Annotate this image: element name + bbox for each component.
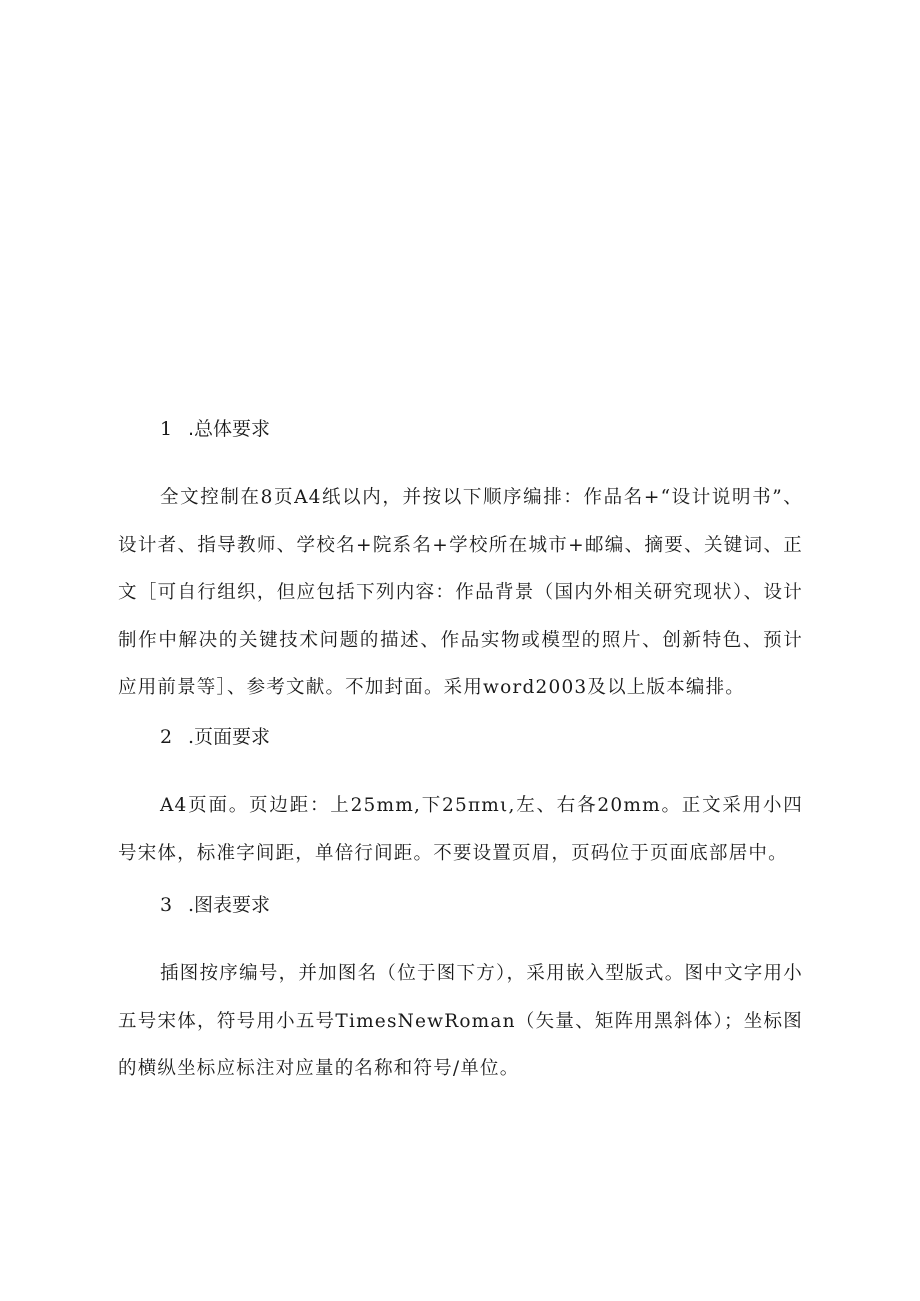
section-body-figure-requirements: 插图按序编号，并加图名（位于图下方），采用嵌入型版式。图中文字用小五号宋体，符号用小五号TimesNewRoman（矢量、矩阵用黑斜体）；坐标图的横纵坐标应标注对应量的名称和符号/单位。 <box>118 963 803 1079</box>
section-number: 1 <box>160 418 173 440</box>
section-number: 2 <box>160 726 173 748</box>
section-number: 3 <box>160 894 173 916</box>
section-body-overall-requirements: 全文控制在8页A4纸以内，并按以下顺序编排：作品名+“设计说明书”、设计者、指导教师、学校名+院系名+学校所在城市+邮编、摘要、关键词、正文［可自行组织，但应包括下列内容：作品背景（国内外相关研究现状）、设计制作中解决的关键技术问题的描述、作品实物或模型的照片、创新特色、预计应用前景等］、参考文献。不加封面。采用word2003及以上版本编排。 <box>118 487 803 698</box>
section-body-page-requirements: A4页面。页边距：上25mm,下25πmι,左、右各20mm。正文采用小四号宋体，标准字间距，单倍行间距。不要设置页眉，页码位于页面底部居中。 <box>118 795 803 864</box>
section-title: .图表要求 <box>188 894 271 916</box>
section-heading-figure-requirements <box>160 892 270 918</box>
section-title: .页面要求 <box>188 726 271 748</box>
section-heading-overall-requirements <box>160 416 270 442</box>
section-heading-page-requirements <box>160 724 270 750</box>
section-title: .总体要求 <box>188 418 271 440</box>
